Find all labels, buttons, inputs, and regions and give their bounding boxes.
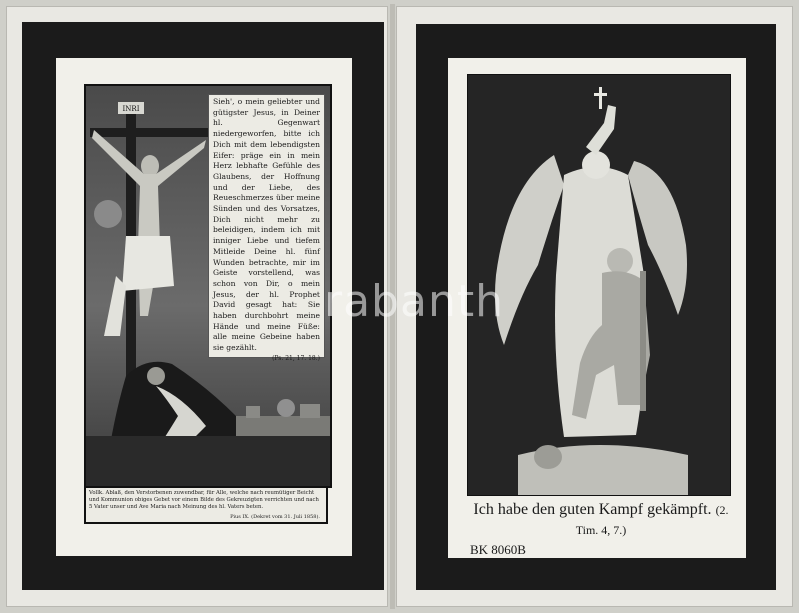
verse-reference: (2. Tim. 4, 7.) (575, 503, 729, 537)
prayer-text-box (208, 94, 325, 362)
inri-text: INRI (122, 105, 140, 113)
indulgence-box (84, 486, 328, 524)
verse-block (470, 500, 732, 540)
indulgence-date: Pius IX. (Dekret vom 31. Juli 1858). (230, 514, 320, 520)
card-code: BK 8060B (470, 542, 526, 557)
indulgence-text: Vollk. Ablaß, den Verstorbenen zuwendbar, für Alle, welche nach reumütiger Beicht und Kommunion obiges Gebet vor einem Bilde des Gekreuzigten verrichten und nach 5 Vater unser und Ave Maria nach Meinung des hl. Vaters beten. (89, 490, 319, 510)
verse-text: Ich habe den guten Kampf gekämpft. (473, 501, 712, 518)
watermark: rabanth (324, 276, 504, 327)
prayer-text: Sieh', o mein geliebter und gütigster Jesus, in Deiner hl. Gegenwart niedergeworfen, bitte ich Dich mit dem lebendigsten Eifer: präge ein in mein Herz lebhafte Gefühle des Glaubens, der Hoffnung und der Liebe, des Reueschmerzes über meine Sünden und des Vorsatzes, Dich nicht mehr zu beleidigen, indem ich mit inniger Liebe und tiefem Mitleide Deine hl. fünf Wunden betrachte, mir im Geiste vorstellend, was schon von Dir, o mein Jesus, der hl. Prophet David gesagt hat: Sie haben durchbohrt meine Hände und meine Füße: alle meine Gebeine haben sie gezählt. (213, 97, 320, 353)
angel-soldier-statue-image (467, 74, 731, 496)
card-fold (390, 4, 395, 609)
prayer-reference: (Ps. 21, 17. 18.) (272, 354, 320, 362)
